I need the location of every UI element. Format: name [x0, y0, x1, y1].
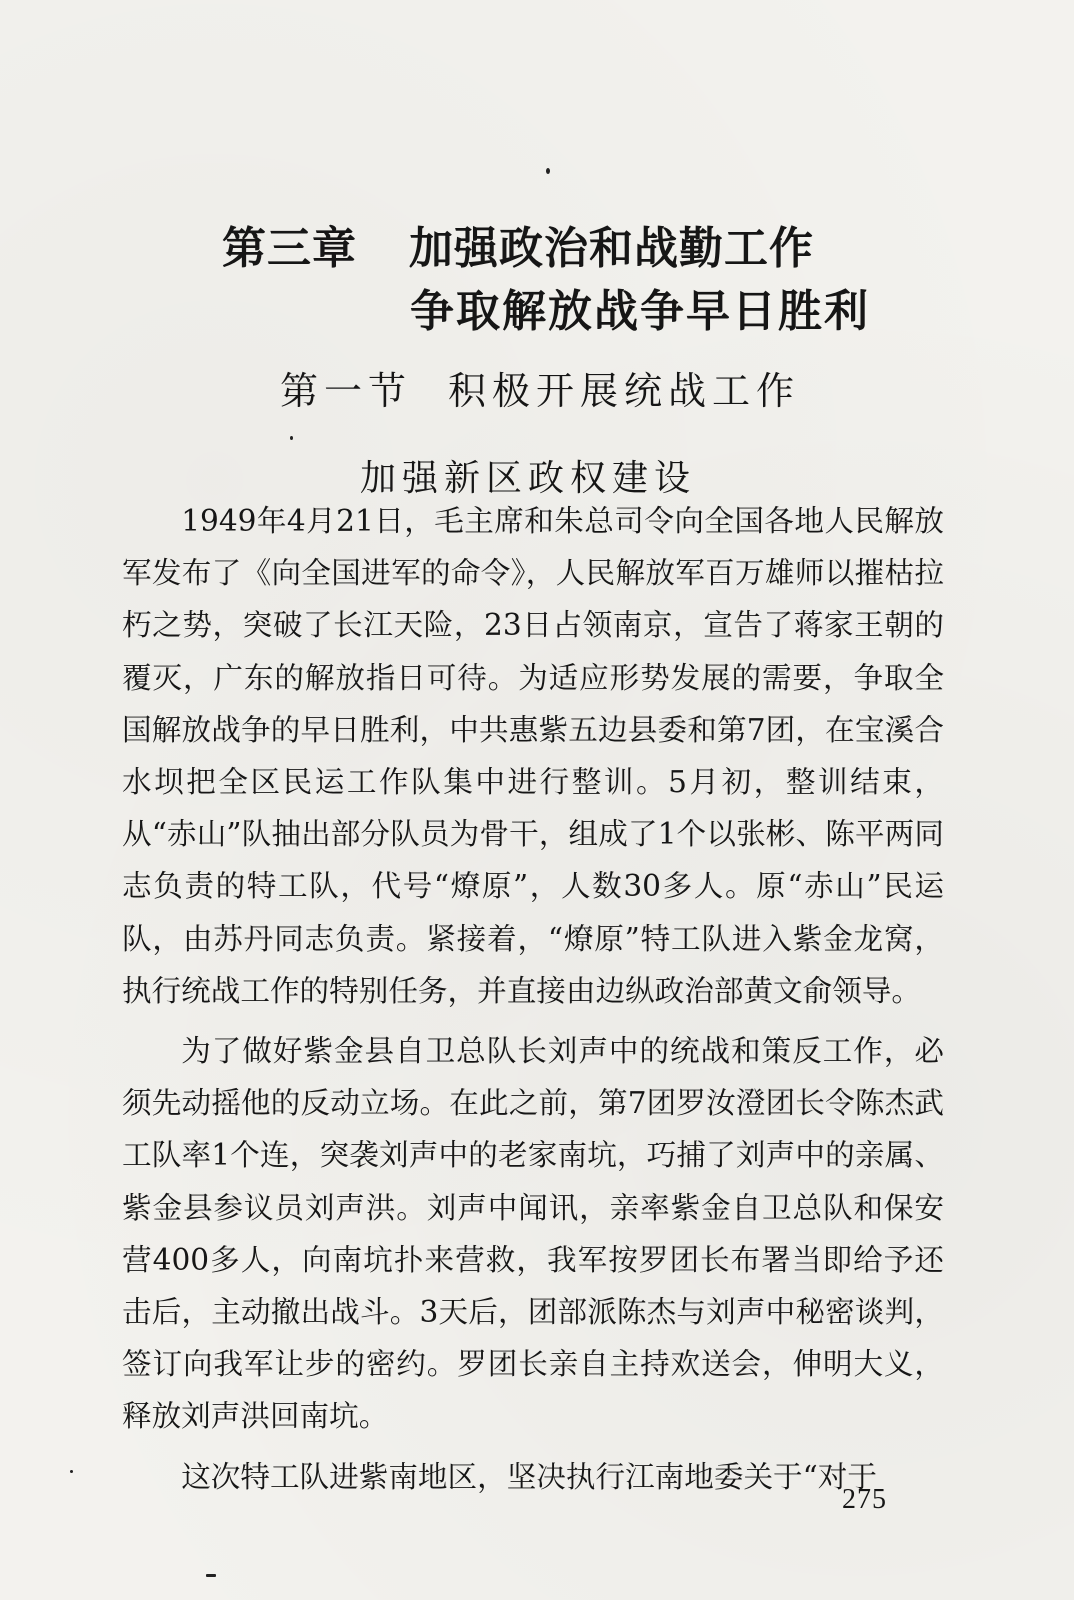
section-label: 第一节	[280, 369, 413, 413]
section-heading	[280, 360, 800, 415]
chapter-label: 第三章	[222, 223, 357, 274]
scan-speck	[70, 1470, 73, 1473]
scan-speck	[546, 168, 550, 174]
chapter-title-line2: 争取解放战争早日胜利	[410, 286, 870, 337]
paragraph: 为了做好紫金县自卫总队长刘声中的统战和策反工作，必须先动摇他的反动立场。在此之前，第7团罗汝澄团长令陈杰武工队率1个连，突袭刘声中的老家南坑，巧捕了刘声中的亲属、紫金县参议员刘声洪。刘声中闻讯，亲率紫金自卫总队和保安营400多人，向南坑扑来营救，我军按罗团长布署当即给予还击后，主动撤出战斗。3天后，团部派陈杰与刘声中秘密谈判，签订向我军让步的密约。罗团长亲自主持欢送会，伸明大义，释放刘声洪回南坑。	[122, 1034, 944, 1434]
scan-speck	[206, 1574, 216, 1577]
chapter-heading	[222, 212, 814, 276]
paragraph: 1949年4月21日，毛主席和朱总司令向全国各地人民解放军发布了《向全国进军的命令》，人民解放军百万雄师以摧枯拉朽之势，突破了长江天险，23日占领南京，宣告了蒋家王朝的覆灭，广东的解放指日可待。为适应形势发展的需要，争取全国解放战争的早日胜利，中共惠紫五边县委和第7团，在宝溪合水坝把全区民运工作队集中进行整训。5月初，整训结束，从“赤山”队抽出部分队员为骨干，组成了1个以张彬、陈平两同志负责的特工队，代号“燎原”，人数30多人。原“赤山”民运队，由苏丹同志负责。紧接着，“燎原”特工队进入紫金龙窝，执行统战工作的特别任务，并直接由边纵政治部黄文俞领导。	[122, 504, 944, 1008]
paragraph: 这次特工队进紫南地区，坚决执行江南地委关于“对于	[181, 1459, 877, 1494]
scan-speck	[290, 436, 293, 440]
page-number: 275	[842, 1484, 887, 1515]
subsection-title: 加强新区政权建设	[360, 458, 697, 499]
chapter-title-line1: 加强政治和战勤工作	[409, 223, 814, 274]
section-title: 积极开展统战工作	[448, 369, 801, 413]
body-text	[122, 495, 944, 1503]
